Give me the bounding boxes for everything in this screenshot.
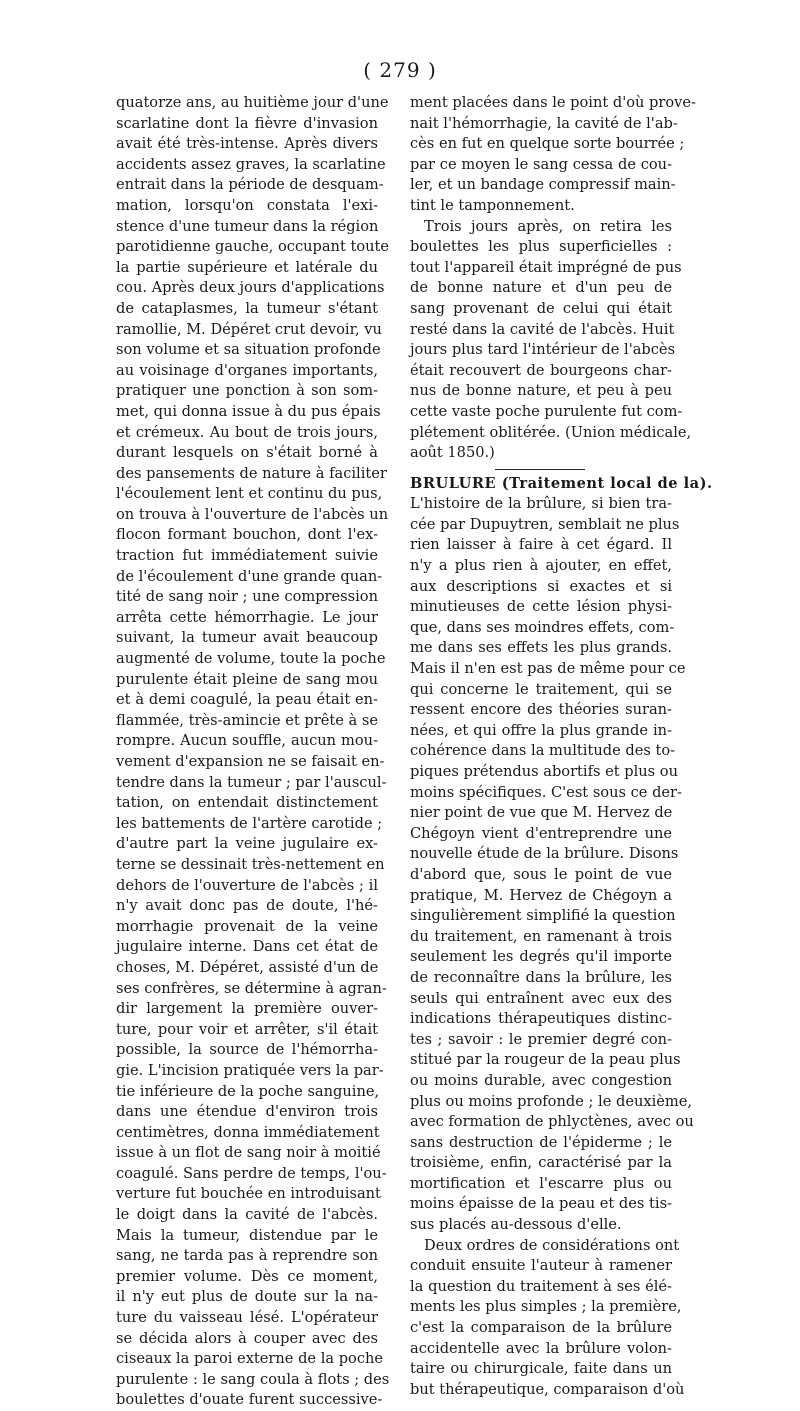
text-line: premier volume. Dès ce moment, [116, 1267, 378, 1285]
text-line: traction fut immédiatement suivie [116, 547, 378, 565]
text-line: choses, M. Dépéret, assisté d'un de [116, 958, 379, 976]
text-line: arrêta cette hémorrhagie. Le jour [116, 608, 378, 626]
text-line: tité de sang noir ; une compression [116, 588, 378, 606]
right-column [410, 93, 713, 1400]
text-line: tout l'appareil était imprégné de pus [410, 258, 682, 276]
text-line: que, dans ses moindres effets, com- [410, 618, 675, 636]
text-line: au voisinage d'organes importants, [116, 361, 378, 379]
text-line: Mais la tumeur, distendue par le [116, 1226, 378, 1244]
text-line: me dans ses effets les plus grands. [410, 639, 672, 657]
text-line: scarlatine dont la fièvre d'invasion [116, 114, 378, 132]
text-line: boulettes d'ouate furent successive- [116, 1391, 383, 1409]
text-line: gie. L'incision pratiquée vers la par- [116, 1061, 384, 1079]
text-line: quatorze ans, au huitième jour d'une [116, 94, 389, 111]
text-line: de cataplasmes, la tumeur s'étant [116, 299, 378, 317]
text-line: purulente était pleine de sang mou [116, 670, 378, 688]
right-column-block-2 [410, 474, 713, 1401]
text-line: sans destruction de l'épiderme ; le [410, 1133, 672, 1151]
text-line: ments les plus simples ; la première, [410, 1298, 682, 1316]
text-line: du traitement, en ramenant à trois [410, 927, 672, 945]
text-line: terne se dessinait très-nettement en [116, 855, 385, 873]
text-line: ture, pour voir et arrêter, s'il était [116, 1020, 378, 1038]
text-line: BRULURE (Traitement local de la). [410, 474, 713, 492]
text-line: plus ou moins profonde ; le deuxième, [410, 1092, 693, 1110]
text-line: moins épaisse de la peau et des tis- [410, 1195, 672, 1213]
text-line: tendre dans la tumeur ; par l'auscul- [116, 773, 387, 791]
section-divider [410, 464, 672, 474]
text-line: stence d'une tumeur dans la région [116, 217, 379, 235]
text-line: Mais il n'en est pas de même pour ce [410, 660, 686, 678]
text-line: mation, lorsqu'on constata l'exi- [116, 196, 378, 214]
text-line: dir largement la première ouver- [116, 1000, 378, 1018]
text-line: ture du vaisseau lésé. L'opérateur [116, 1309, 378, 1327]
text-line: augmenté de volume, toute la poche [116, 650, 386, 668]
text-line: sang provenant de celui qui était [410, 299, 672, 317]
text-line: nier point de vue que M. Hervez de [410, 804, 673, 822]
text-line: ses confrères, se détermine à agran- [116, 979, 387, 997]
text-line: parotidienne gauche, occupant toute [116, 238, 390, 256]
text-line: moins spécifiques. C'est sous ce der- [410, 783, 682, 801]
text-line: tint le tamponnement. [410, 196, 575, 214]
text-line: Chégoyn vient d'entreprendre une [410, 824, 672, 842]
text-line: qui concerne le traitement, qui se [410, 680, 672, 698]
text-line: piques prétendus abortifs et plus ou [410, 763, 678, 780]
text-line: c'est la comparaison de la brûlure [410, 1319, 672, 1337]
text-line: but thérapeutique, comparaison d'où [410, 1380, 685, 1398]
text-line: pratique, M. Hervez de Chégoyn a [410, 886, 672, 904]
text-line: cohérence dans la multitude des to- [410, 742, 676, 760]
text-line: d'abord que, sous le point de vue [410, 865, 672, 883]
text-line: centimètres, donna immédiatement [116, 1123, 380, 1141]
left-column [116, 93, 390, 1411]
text-line: rien laisser à faire à cet égard. Il [410, 536, 672, 554]
text-line: entrait dans la période de desquam- [116, 176, 384, 194]
text-line: la question du traitement à ses élé- [410, 1277, 672, 1295]
text-line: ment placées dans le point d'où prove- [410, 94, 696, 111]
text-line: jours plus tard l'intérieur de l'abcès [410, 341, 676, 359]
text-line: cée par Dupuytren, semblait ne plus [410, 515, 680, 533]
text-line: ler, et un bandage compressif main- [410, 176, 676, 194]
text-line: coagulé. Sans perdre de temps, l'ou- [116, 1164, 387, 1182]
text-line: L'histoire de la brûlure, si bien tra- [410, 495, 672, 513]
text-line: tation, on entendait distinctement [116, 794, 378, 812]
text-line: l'écoulement lent et continu du pus, [116, 485, 383, 503]
text-line: durant lesquels on s'était borné à [116, 444, 378, 462]
page-number: ( 279 ) [363, 58, 437, 82]
text-line: ressent encore des théories suran- [410, 701, 672, 719]
text-line: dehors de l'ouverture de l'abcès ; il [116, 876, 378, 894]
text-line: pratiquer une ponction à son som- [116, 382, 378, 400]
text-line: nées, et qui offre la plus grande in- [410, 721, 672, 739]
text-line: et à demi coagulé, la peau était en- [116, 691, 378, 709]
text-line: cette vaste poche purulente fut com- [410, 402, 683, 420]
text-line: nait l'hémorrhagie, la cavité de l'ab- [410, 114, 678, 132]
text-line: seuls qui entraînent avec eux des [410, 989, 672, 1007]
text-line: minutieuses de cette lésion physi- [410, 598, 672, 616]
text-line: cou. Après deux jours d'applications [116, 279, 385, 297]
text-line: d'autre part la veine jugulaire ex- [116, 835, 378, 853]
text-line: troisième, enfin, caractérisé par la [410, 1154, 672, 1172]
text-line: de bonne nature et d'un peu de [410, 279, 672, 297]
text-line: conduit ensuite l'auteur à ramener [410, 1257, 672, 1275]
right-column-block-1 [410, 93, 696, 464]
text-line: tie inférieure de la poche sanguine, [116, 1082, 380, 1100]
text-line: verture fut bouchée en introduisant [116, 1185, 381, 1203]
text-line: avait été très-intense. Après divers [116, 135, 378, 153]
text-line: jugulaire interne. Dans cet état de [116, 938, 378, 956]
text-line: on trouva à l'ouverture de l'abcès un [116, 505, 389, 523]
text-line: et crémeux. Au bout de trois jours, [116, 423, 378, 441]
text-line: était recouvert de bourgeons char- [410, 361, 672, 379]
text-line: ramollie, M. Dépéret crut devoir, vu [116, 320, 382, 338]
text-line: ou moins durable, avec congestion [410, 1071, 672, 1089]
text-line: indications thérapeutiques distinc- [410, 1010, 672, 1028]
text-line: suivant, la tumeur avait beaucoup [116, 629, 378, 647]
text-line: nus de bonne nature, et peu à peu [410, 382, 672, 400]
text-line: accidentelle avec la brûlure volon- [410, 1339, 672, 1357]
text-line: cès en fut en quelque sorte bourrée ; [410, 135, 685, 153]
text-line: sang, ne tarda pas à reprendre son [116, 1247, 378, 1265]
text-line: flammée, très-amincie et prête à se [116, 711, 378, 729]
text-line: aux descriptions si exactes et si [410, 577, 672, 595]
text-line: de reconnaître dans la brûlure, les [410, 968, 672, 986]
text-line: flocon formant bouchon, dont l'ex- [116, 526, 378, 544]
text-line: sus placés au-dessous d'elle. [410, 1216, 622, 1234]
text-line: accidents assez graves, la scarlatine [116, 155, 386, 173]
text-line: rompre. Aucun souffle, aucun mou- [116, 732, 378, 750]
text-line: vement d'expansion ne se faisait en- [116, 753, 385, 770]
text-line: nouvelle étude de la brûlure. Disons [410, 845, 679, 863]
text-line: issue à un flot de sang noir à moitié [116, 1144, 381, 1162]
text-line: dans une étendue d'environ trois [116, 1103, 378, 1121]
text-line: août 1850.) [410, 444, 495, 462]
text-line: taire ou chirurgicale, faite dans un [410, 1360, 672, 1378]
text-line: plétement oblitérée. (Union médicale, [410, 423, 692, 441]
text-line: singulièrement simplifié la question [410, 907, 676, 925]
text-line: il n'y eut plus de doute sur la na- [116, 1288, 378, 1306]
text-line: ciseaux la paroi externe de la poche [116, 1350, 384, 1368]
text-line: stitué par la rougeur de la peau plus [410, 1051, 681, 1069]
text-line: Trois jours après, on retira les [424, 217, 672, 235]
text-line: le doigt dans la cavité de l'abcès. [116, 1206, 378, 1224]
text-line: resté dans la cavité de l'abcès. Huit [410, 320, 675, 338]
text-line: avec formation de phlyctènes, avec ou [410, 1113, 694, 1131]
text-line: morrhagie provenait de la veine [116, 917, 378, 935]
text-line: son volume et sa situation profonde [116, 341, 381, 359]
text-line: met, qui donna issue à du pus épais [116, 402, 381, 420]
text-line: la partie supérieure et latérale du [116, 258, 378, 276]
text-line: n'y a plus rien à ajouter, en effet, [410, 557, 672, 575]
text-line: n'y avait donc pas de doute, l'hé- [116, 897, 378, 915]
text-line: Deux ordres de considérations ont [424, 1236, 680, 1254]
text-line: seulement les degrés qu'il importe [410, 948, 672, 966]
text-line: des pansements de nature à faciliter [116, 464, 387, 482]
text-line: mortification et l'escarre plus ou [410, 1174, 672, 1192]
text-line: de l'écoulement d'une grande quan- [116, 567, 383, 585]
text-line: tes ; savoir : le premier degré con- [410, 1030, 672, 1048]
text-line: par ce moyen le sang cessa de cou- [410, 155, 672, 173]
text-line: purulente : le sang coula à flots ; des [116, 1370, 390, 1388]
text-line: boulettes les plus superficielles : [410, 238, 672, 256]
text-line: les battements de l'artère carotide ; [116, 814, 383, 832]
text-line: possible, la source de l'hémorrha- [116, 1041, 378, 1059]
text-line: se décida alors à couper avec des [116, 1329, 378, 1347]
